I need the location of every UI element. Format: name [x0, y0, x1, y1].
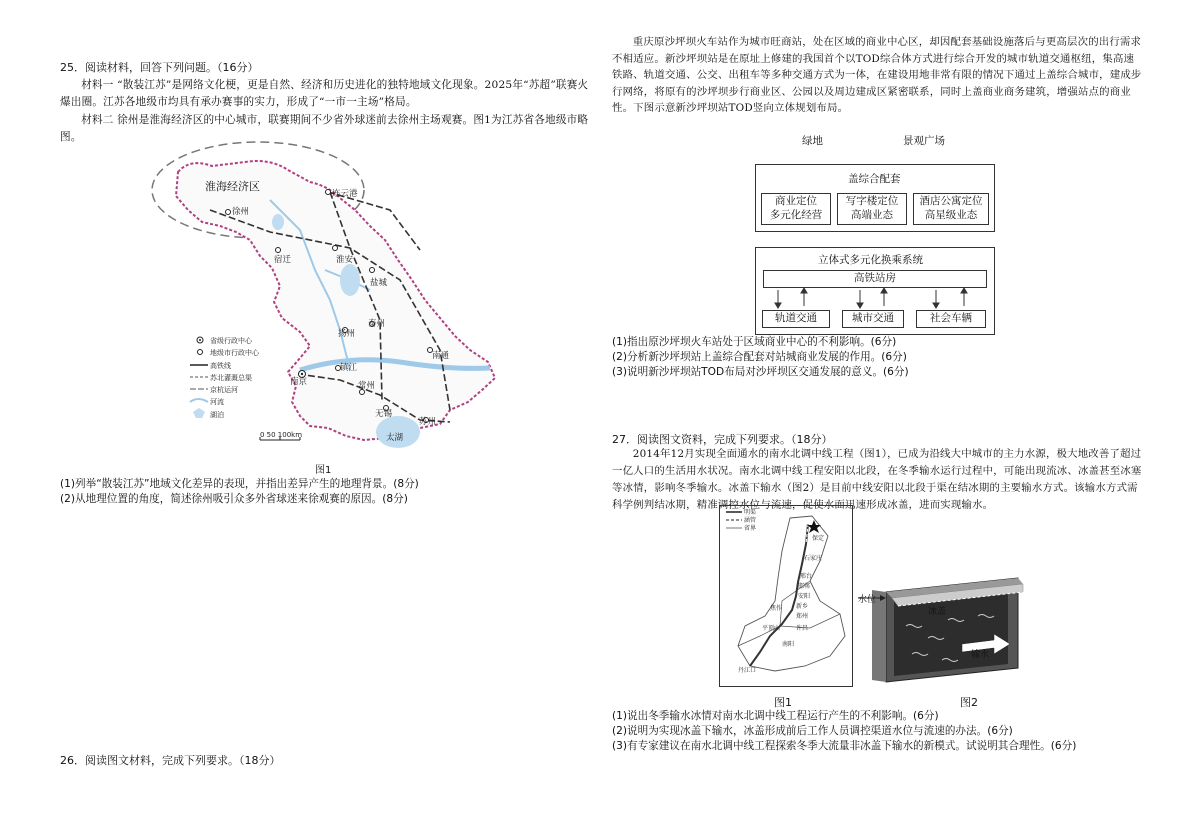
q25-map-caption: 图1: [315, 465, 332, 476]
svg-text:太湖: 太湖: [386, 433, 404, 443]
jiangsu-map: [150, 140, 510, 475]
q27-fig2: [858, 560, 1038, 690]
svg-text:宿迁: 宿迁: [274, 255, 292, 265]
svg-text:苏州: 苏州: [419, 417, 437, 427]
tod-cell-office-l2: 高端业态: [851, 209, 893, 221]
svg-text:扬州: 扬州: [338, 329, 356, 339]
tod-cell-commercial-l1: 商业定位: [775, 195, 817, 207]
tod-mode-city: [842, 310, 904, 328]
svg-text:南阳: 南阳: [782, 641, 795, 648]
fig2-ice: 冰盖: [928, 607, 947, 617]
svg-text:石家庄: 石家庄: [804, 555, 823, 562]
svg-text:平顶山: 平顶山: [762, 625, 781, 632]
tod-cell-hotel: [913, 193, 989, 225]
q27-sub2: (2)说明为实现冰盖下输水，冰盖形成前后工作人员调控渠道水位与流速的办法。(6分): [612, 725, 1013, 737]
svg-text:连云港: 连云港: [332, 189, 358, 199]
q25-sub1: (1)列举“散装江苏”地域文化差异的表现，并指出差异产生的地理背景。(8分): [60, 478, 419, 490]
tod-cell-hotel-l2: 高星级业态: [924, 209, 978, 221]
fig2-flow: 输水: [971, 650, 990, 660]
svg-text:焦作: 焦作: [770, 605, 783, 612]
tod-mode-city-label: 城市交通: [852, 312, 894, 324]
svg-text:淮安: 淮安: [336, 255, 354, 265]
tod-top-box-title: 盖综合配套: [848, 173, 901, 185]
svg-text:湖泊: 湖泊: [210, 411, 224, 419]
q27-title: 27．阅读图文资料，完成下列要求。（18分）: [612, 433, 833, 446]
q25-title: 25．阅读材料，回答下列问题。（16分）: [60, 61, 259, 74]
svg-text:徐州: 徐州: [232, 207, 250, 217]
tod-mode-rail: [762, 310, 830, 328]
svg-text:丹江口: 丹江口: [738, 667, 757, 674]
svg-text:高铁线: 高铁线: [210, 362, 231, 370]
svg-text:省级行政中心: 省级行政中心: [210, 337, 252, 345]
svg-text:保定: 保定: [812, 535, 825, 542]
svg-text:京杭运河: 京杭运河: [210, 386, 238, 394]
q26-sub3: (3)说明新沙坪坝站TOD布局对沙坪坝区交通发展的意义。(6分): [612, 366, 909, 378]
q26-material: 重庆原沙坪坝火车站作为城市旺商站，处在区域的商业中心区，却因配套基础设施落后与更高层次的出行需求不相适应。新沙坪坝站是在原址上修建的我国首个以TOD综合体方式进行综合开发的城市轨道交通枢纽，集高速铁路、轨道交通、公交、出租车等多种交通方式为一体，在建设用地非常有限的情况下通过上盖综合城市，建成步行网络，将原有的沙坪坝步行商业区、公园以及周边建成区紧密联系，同时上盖商业商务建筑，增强站点的商业性。下图示意新沙坪坝站TOD竖向立体规划布局。: [612, 36, 1142, 114]
q26-sub1: (1)指出原沙坪坝火车站处于区域商业中心的不利影响。(6分): [612, 336, 897, 348]
svg-text:地级市行政中心: 地级市行政中心: [210, 349, 259, 357]
svg-text:许昌: 许昌: [796, 625, 809, 632]
svg-text:南通: 南通: [432, 351, 450, 361]
svg-text:南京: 南京: [290, 377, 308, 387]
tod-top-right: 景观广场: [903, 135, 945, 147]
q26-sub2: (2)分析新沙坪坝站上盖综合配套对站城商业发展的作用。(6分): [612, 351, 907, 363]
svg-text:苏北灌溉总渠: 苏北灌溉总渠: [210, 374, 252, 382]
tod-cell-hotel-l1: 酒店公寓定位: [919, 195, 983, 207]
q25-material2: 材料二 徐州是淮海经济区的中心城市，联赛期间不少省外球迷前去徐州主场观赛。图1为江苏省各地级市略图。: [60, 114, 589, 144]
tod-cell-office: [837, 193, 907, 225]
tod-cell-office-l1: 写字楼定位: [845, 195, 899, 207]
q27-fig1: [719, 505, 853, 687]
fig2-water-level: 水位: [858, 595, 877, 605]
svg-text:新乡: 新乡: [796, 603, 809, 610]
q27-sub1: (1)说出冬季输水冰情对南水北调中线工程运行产生的不利影响。(6分): [612, 710, 939, 722]
svg-text:无锡: 无锡: [375, 409, 393, 419]
svg-text:涵管: 涵管: [744, 517, 757, 524]
svg-text:常州: 常州: [358, 381, 376, 391]
map-scale: 0 50 100km: [260, 431, 303, 439]
q27-fig2-caption: 图2: [960, 696, 978, 709]
tod-bottom-box: [755, 247, 995, 335]
tod-top-left: 绿地: [802, 135, 823, 147]
svg-text:邢台: 邢台: [800, 573, 813, 580]
svg-text:镇江: 镇江: [340, 363, 358, 373]
q26-title: 26．阅读图文材料，完成下列要求。（18分）: [60, 754, 281, 767]
svg-text:泰州: 泰州: [368, 319, 386, 329]
q25-sub2: (2)从地理位置的角度，简述徐州吸引众多外省球迷来徐观赛的原因。(8分): [60, 493, 408, 505]
tod-cell-commercial: [761, 193, 831, 225]
region-label: 淮海经济区: [205, 180, 260, 193]
svg-text:安阳: 安阳: [798, 593, 811, 600]
tod-mode-vehicles: [916, 310, 986, 328]
tod-station-label: 高铁站房: [854, 272, 896, 284]
tod-top-box: [755, 164, 995, 232]
svg-text:明渠: 明渠: [744, 509, 757, 516]
tod-station: [763, 270, 987, 288]
q27-material: 2014年12月实现全面通水的南水北调中线工程（图1），已成为沿线大中城市的主力水源，极大地改善了超过一亿人口的生活用水状况。南水北调中线工程安阳以北段，在冬季输水运行过程中，可能出现流冰、冰盖甚至冰塞等冰情，影响冬季输水。冰盖下输水（图2）是目前中线安阳以北段于渠在结冰期的主要输水方式。该输水方式需科学例判结冰期，精准调控水位与流速，促使水面迅速形成冰盖，进而实现输水。: [612, 448, 1142, 511]
svg-text:河流: 河流: [210, 398, 224, 406]
q27-sub3: (3)有专家建议在南水北调中线工程探索冬季大流量非冰盖下输水的新模式。试说明其合理性。(6分): [612, 740, 1077, 752]
svg-text:省界: 省界: [744, 525, 757, 532]
svg-text:盐城: 盐城: [370, 278, 388, 288]
tod-mode-vehicles-label: 社会车辆: [930, 312, 972, 324]
tod-bottom-box-title: 立体式多元化换乘系统: [818, 254, 923, 266]
svg-text:郑州: 郑州: [796, 613, 809, 620]
q25-material1: 材料一 “散装江苏”是网络文化梗，更是自然、经济和历史进化的独特地域文化现象。2025年“苏超”联赛火爆出圈。江苏各地级市均具有承办赛事的实力，形成了“一市一主场”格局。: [60, 79, 589, 109]
svg-text:邯郸: 邯郸: [798, 583, 811, 590]
tod-mode-rail-label: 轨道交通: [775, 312, 817, 324]
tod-arrows: [756, 288, 994, 310]
q27-fig1-caption: 图1: [774, 696, 792, 709]
tod-cell-commercial-l2: 多元化经营: [769, 209, 823, 221]
